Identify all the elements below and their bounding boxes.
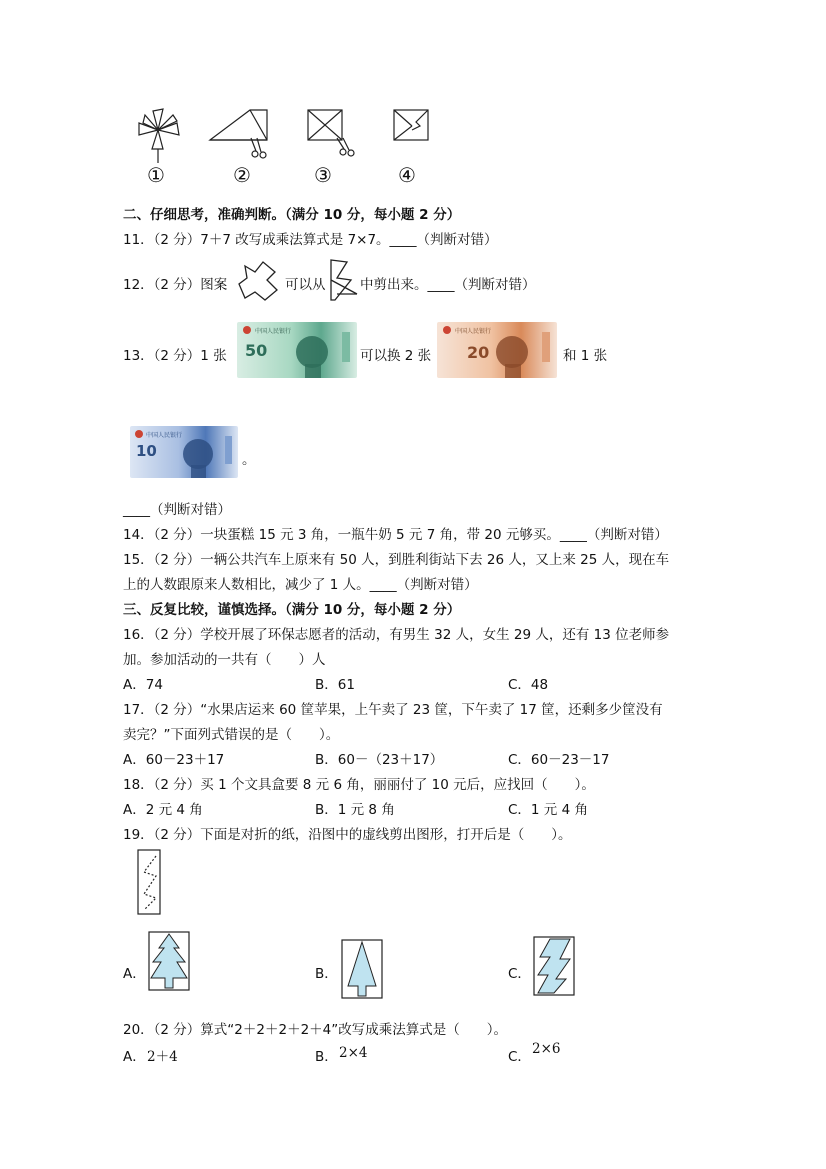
banknote-10-value: 10 bbox=[136, 442, 157, 460]
question-19-option-c[interactable]: C． bbox=[508, 966, 531, 982]
section2-heading: 二、仔细思考，准确判断。（满分 10 分，每小题 2 分） bbox=[123, 207, 461, 223]
banknote-50-header: 中国人民银行 bbox=[255, 328, 292, 335]
pinwheel-figure bbox=[135, 105, 195, 165]
question-20-option-b[interactable]: B． bbox=[315, 1049, 338, 1065]
option-c-lightning-figure[interactable] bbox=[532, 935, 577, 997]
option-b-tree-figure[interactable] bbox=[340, 938, 385, 1000]
question-13-middle: 可以换 2 张 bbox=[360, 348, 432, 364]
question-18-option-c[interactable]: C．1 元 4 角 bbox=[508, 802, 588, 818]
question-20-option-c[interactable]: C． bbox=[508, 1049, 531, 1065]
question-16-line2: 加。参加活动的一共有（ ）人 bbox=[123, 652, 326, 668]
question-19-option-b[interactable]: B． bbox=[315, 966, 338, 982]
option-a-tree-figure[interactable] bbox=[147, 930, 192, 992]
folded-paper-dashed-figure bbox=[136, 848, 166, 918]
folded-paper-scissors-figure bbox=[205, 108, 280, 163]
square-x-scissors-figure bbox=[305, 108, 365, 163]
question-16-option-b[interactable]: B．61 bbox=[315, 677, 355, 693]
section3-heading: 三、反复比较，谨慎选择。（满分 10 分，每小题 2 分） bbox=[123, 602, 461, 618]
banknote-50-value: 50 bbox=[245, 341, 268, 360]
question-15-line1: 15．（2 分）一辆公共汽车上原来有 50 人，到胜利街站下去 26 人，又上来 25 人，现在车 bbox=[123, 552, 670, 568]
question-17-option-c[interactable]: C．60－23－17 bbox=[508, 752, 610, 768]
question-16-line1: 16．（2 分）学校开展了环保志愿者的活动，有男生 32 人，女生 29 人，还有 13 位老师参 bbox=[123, 627, 670, 643]
question-13-suffix: 和 1 张 bbox=[563, 348, 608, 364]
question-18: 18．（2 分）买 1 个文具盒要 8 元 6 角，丽丽付了 10 元后，应找回（ ）。 bbox=[123, 777, 595, 793]
question-20: 20．（2 分）算式“2＋2＋2＋2＋4”改写成乘法算式是（ ）。 bbox=[123, 1022, 507, 1038]
banknote-20-value: 20 bbox=[467, 343, 490, 362]
question-17-option-a[interactable]: A．60－23＋17 bbox=[123, 752, 225, 768]
question-19: 19．（2 分）下面是对折的纸，沿图中的虚线剪出图形，打开后是（ ）。 bbox=[123, 827, 572, 843]
question-16-option-c[interactable]: C．48 bbox=[508, 677, 549, 693]
question-13-judge: ____（判断对错） bbox=[123, 502, 231, 518]
figure-label-3: ③ bbox=[314, 163, 332, 187]
question-14: 14．（2 分）一块蛋糕 15 元 3 角，一瓶牛奶 5 元 7 角，带 20 元够买。____（判断对错） bbox=[123, 527, 668, 543]
question-17-option-b[interactable]: B．60－（23＋17） bbox=[315, 752, 444, 768]
question-13-prefix: 13．（2 分）1 张 bbox=[123, 348, 227, 364]
question-12-prefix: 12．（2 分）图案 bbox=[123, 277, 228, 293]
cross-pattern-figure bbox=[237, 258, 282, 303]
question-17-line2: 卖完？”下面列式错误的是（ ）。 bbox=[123, 727, 340, 743]
question-20-formula-b: 2×4 bbox=[339, 1045, 368, 1061]
banknote-10-image bbox=[130, 426, 238, 478]
banknote-10-header: 中国人民银行 bbox=[146, 432, 183, 439]
question-18-option-b[interactable]: B．1 元 8 角 bbox=[315, 802, 395, 818]
question-17-line1: 17．（2 分）“水果店运来 60 筐苹果，上午卖了 23 筐，下午卖了 17 筐，还剩多少筐没有 bbox=[123, 702, 663, 718]
question-20-formula-c: 2×6 bbox=[532, 1041, 561, 1057]
question-12-suffix: 中剪出来。____（判断对错） bbox=[360, 277, 536, 293]
square-cut-figure bbox=[390, 108, 440, 153]
figure-label-4: ④ bbox=[398, 163, 416, 187]
question-16-option-a[interactable]: A．74 bbox=[123, 677, 163, 693]
question-19-option-a[interactable]: A． bbox=[123, 966, 146, 982]
banknote-20-image bbox=[437, 322, 557, 378]
question-12-middle: 可以从 bbox=[285, 277, 326, 293]
question-15-line2: 上的人数跟原来人数相比，减少了 1 人。____（判断对错） bbox=[123, 577, 478, 593]
question-18-option-a[interactable]: A．2 元 4 角 bbox=[123, 802, 203, 818]
banknote-50-image bbox=[237, 322, 357, 378]
question-20-formula-a: 2＋4 bbox=[147, 1049, 178, 1065]
figure-label-1: ① bbox=[147, 163, 165, 187]
question-11: 11．（2 分）7＋7 改写成乘法算式是 7×7。____（判断对错） bbox=[123, 232, 498, 248]
question-13-end: 。 bbox=[242, 452, 256, 468]
figure-label-2: ② bbox=[233, 163, 251, 187]
banknote-20-header: 中国人民银行 bbox=[455, 328, 492, 335]
question-20-option-a[interactable]: A． bbox=[123, 1049, 146, 1065]
